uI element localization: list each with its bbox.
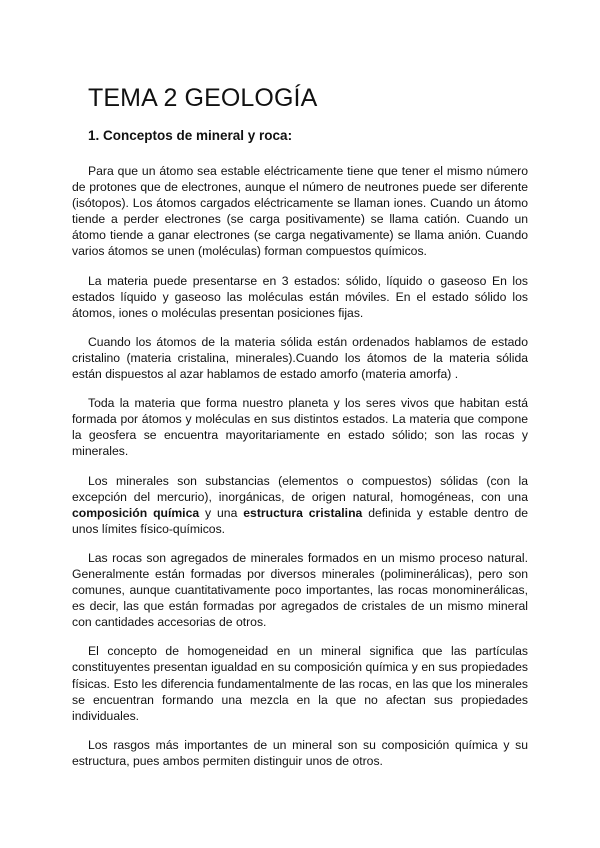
paragraph-atoms: Para que un átomo sea estable eléctricamente tiene que tener el mismo número de protones que de electrones, aunque el número de neutrones puede ser diferente (isótopos). Los átomos cargados eléctricamente se llaman iones. Cuando un átomo tiende a perder electrones (se carga positivamente) se llama catión. Cuando un átomo tiende a ganar electrones (se carga negativamente) se llama anión. Cuando varios átomos se unen (moléculas) forman compuestos químicos. (72, 164, 528, 259)
paragraph-matter: Toda la materia que forma nuestro planeta y los seres vivos que habitan está formada por átomos y moléculas en sus distintos estados. La materia que compone la geosfera se encuentra mayoritariamente en estado sólido; son las rocas y minerales. (72, 396, 528, 459)
paragraph-minerals (72, 473, 528, 537)
minerals-text-2: y una (199, 505, 244, 520)
section-heading: 1. Conceptos de mineral y roca: (88, 128, 293, 143)
paragraph-rocks: Las rocas son agregados de minerales formados en un mismo proceso natural. Generalmente están formadas por diversos minerales (poliminerálicas), pero son comunes, aunque cuantitativamente poco importantes, las rocas monominerálicas, es decir, las que están formadas por agregados de cristales de un mismo mineral con cantidades accesorias de otros. (72, 550, 528, 630)
paragraph-crystalline: Cuando los átomos de la materia sólida están ordenados hablamos de estado cristalino (materia cristalina, minerales).Cuando los átomos de la materia sólida están dispuestos al azar hablamos de estado amorfo (materia amorfa) . (72, 334, 528, 382)
paragraph-homogeneity: El concepto de homogeneidad en un mineral significa que las partículas constituyentes presentan igualdad en su composición química y en sus propiedades físicas. Esto les diferencia fundamentalmente de las rocas, en las que los minerales se encuentran formando una mezcla en la que no afectan sus propiedades individuales. (72, 644, 528, 723)
paragraph-traits: Los rasgos más importantes de un mineral son su composición química y su estructura, pues ambos permiten distinguir unos de otros. (72, 737, 528, 768)
minerals-text-3: definida y estable dentro de unos límites físico-químicos. (72, 505, 528, 536)
paragraph-states: La materia puede presentarse en 3 estados: sólido, líquido o gaseoso En los estados líquido y gaseoso las moléculas están móviles. En el estado sólido los átomos, iones o moléculas presentan posiciones fijas. (72, 273, 528, 320)
page-title: TEMA 2 GEOLOGÍA (88, 84, 318, 112)
document-body (72, 163, 528, 782)
bold-chemical-composition: composición química (72, 505, 200, 520)
bold-crystal-structure: estructura cristalina (243, 505, 363, 520)
minerals-text-1: Los minerales son substancias (elementos o compuestos) sólidas (con la excepción del mercurio), inorgánicas, de origen natural, homogéneas, con una (72, 473, 528, 504)
